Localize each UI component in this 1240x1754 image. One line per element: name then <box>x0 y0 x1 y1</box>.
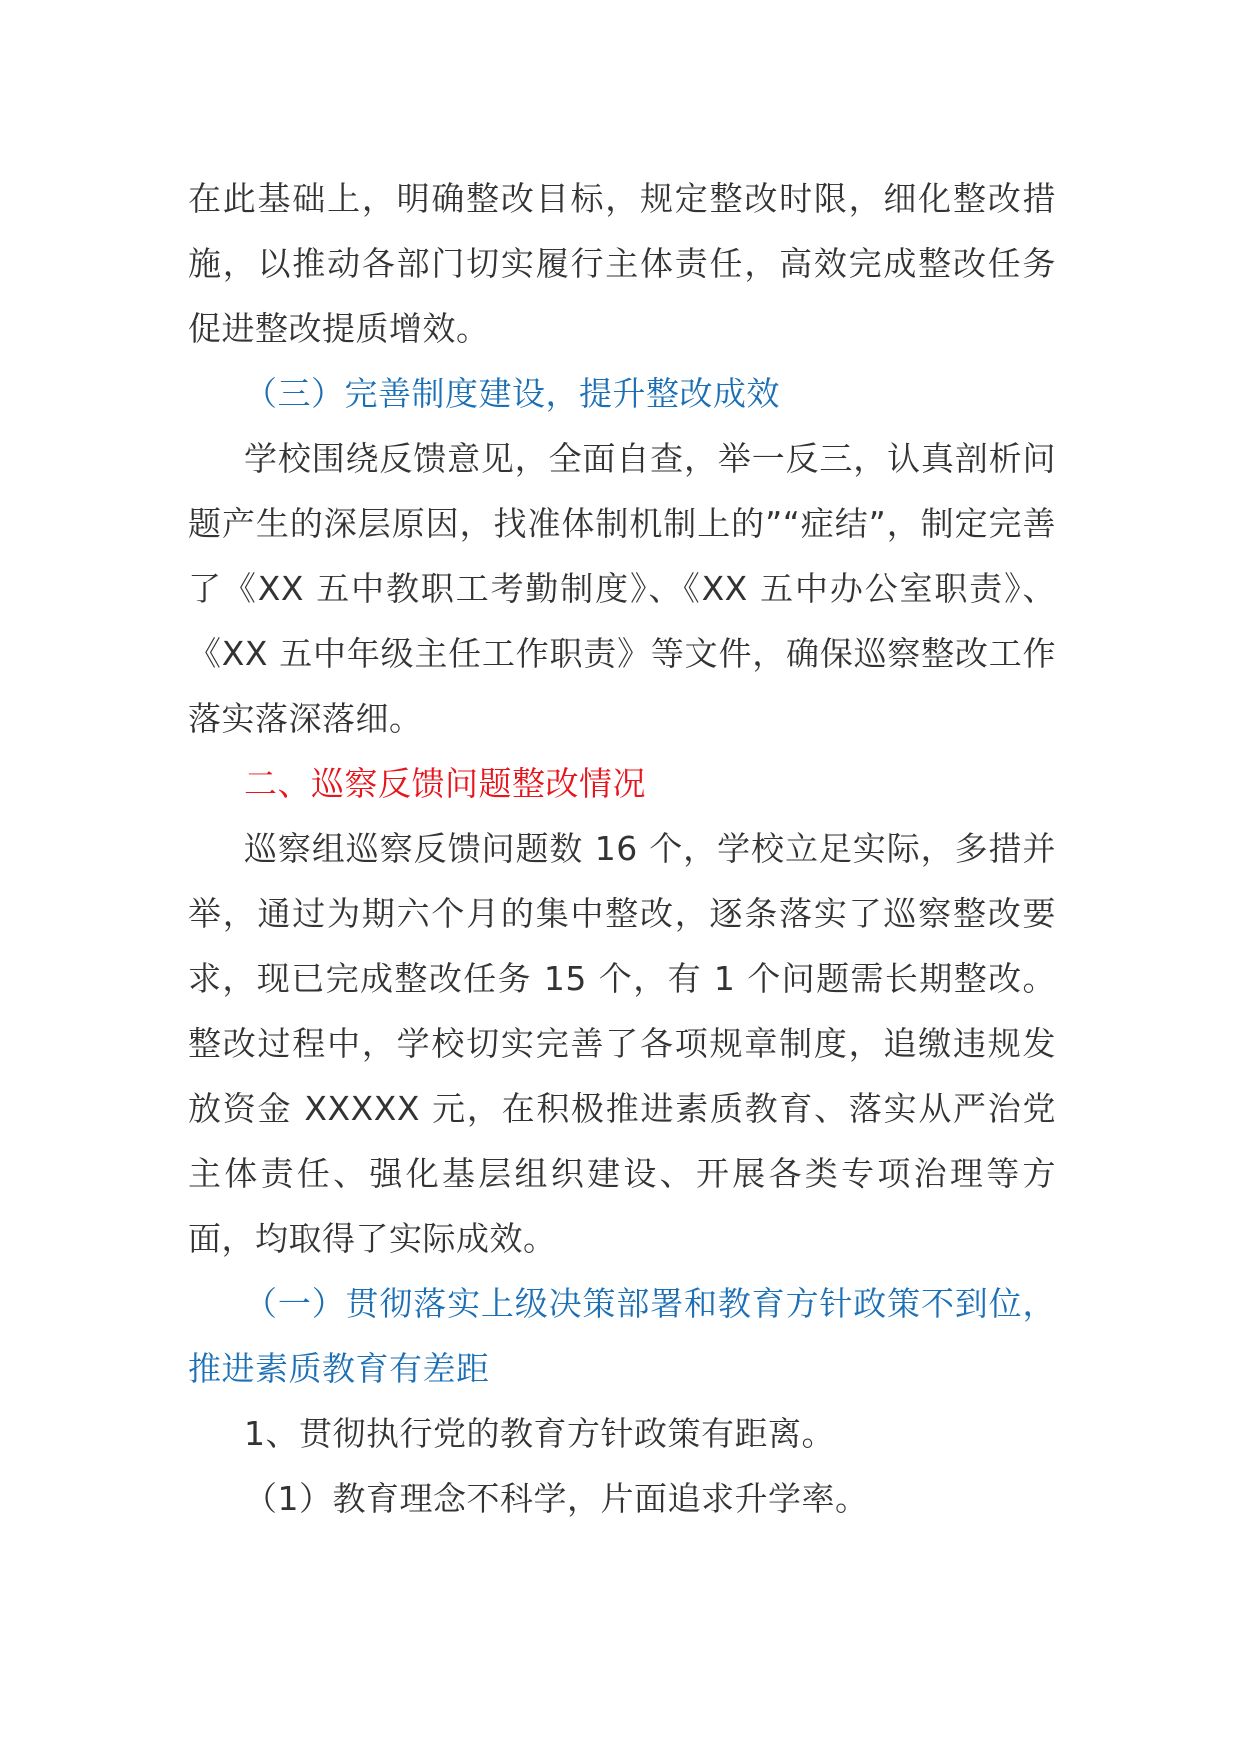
section-heading-rectification-status: 二、巡察反馈问题整改情况 <box>244 764 646 803</box>
list-item-education-policy: 1、贯彻执行党的教育方针政策有距离。 <box>244 1414 835 1453</box>
section-heading-system-building: （三）完善制度建设，提升整改成效 <box>244 374 780 413</box>
document-body <box>188 166 1056 1531</box>
section-heading-policy-implementation: （一）贯彻落实上级决策部署和教育方针政策不到位，推进素质教育有差距 <box>188 1284 1056 1388</box>
list-subitem-education-concept: （1）教育理念不科学，片面追求升学率。 <box>244 1479 869 1518</box>
paragraph-rectification-status: 巡察组巡察反馈问题数 16 个，学校立足实际，多措并举，通过为期六个月的集中整改，逐条落实了巡察整改要求，现已完成整改任务 15 个，有 1 个问题需长期整改。整改过程中，学校切实完善了各项规章制度，追缴违规发放资金 XXXXX 元，在积极推进素质教育、落实从严治党主体责任、强化基层组织建设、开展各类专项治理等方面，均取得了实际成效。 <box>188 829 1056 1258</box>
paragraph-rectification-measures: 在此基础上，明确整改目标，规定整改时限，细化整改措施，以推动各部门切实履行主体责任，高效完成整改任务促进整改提质增效。 <box>188 179 1056 348</box>
paragraph-system-building: 学校围绕反馈意见，全面自查，举一反三，认真剖析问题产生的深层原因，找准体制机制上的”“症结”，制定完善了《XX 五中教职工考勤制度》、《XX 五中办公室职责》、《XX 五中年级主任工作职责》等文件，确保巡察整改工作落实落深落细。 <box>188 439 1056 738</box>
